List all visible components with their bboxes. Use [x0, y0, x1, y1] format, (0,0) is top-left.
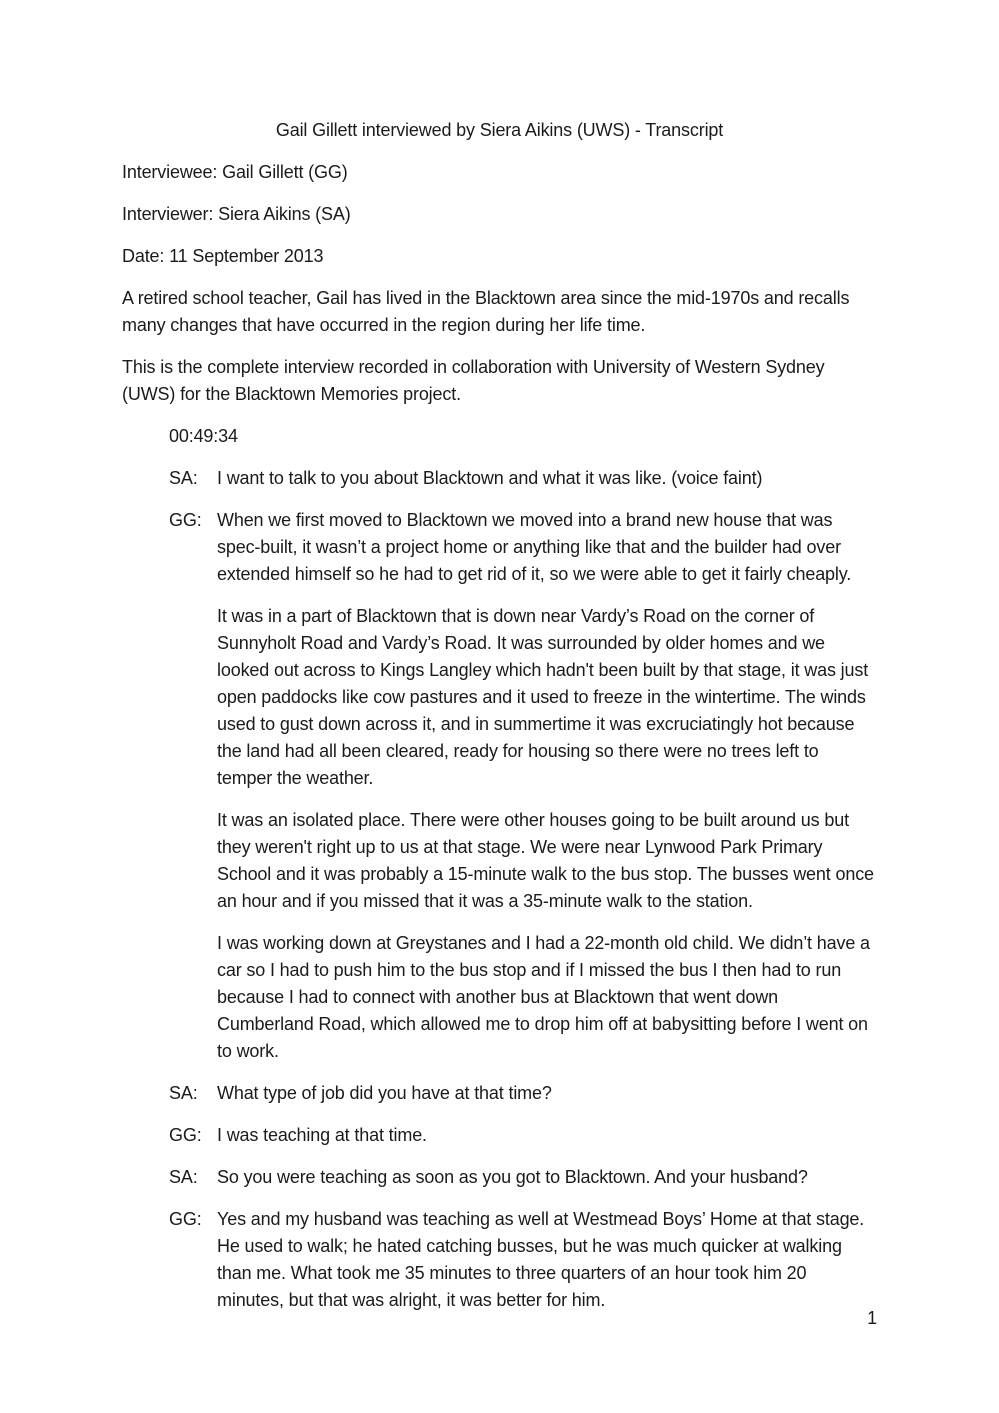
- speaker-label: [122, 807, 217, 915]
- dialogue-paragraph: It was an isolated place. There were other houses going to be built around us but they weren't right up to us at that stage. We were near Lynwood Park Primary School and it was probably a 15-minute walk to the bus stop. The busses went once an hour and if you missed that it was a 35-minute walk to the station.: [217, 810, 874, 911]
- dialogue-row: [122, 465, 877, 492]
- dialogue-paragraph: When we first moved to Blacktown we moved into a brand new house that was spec-built, it wasn’t a project home or anything like that and the builder had over extended himself so he had to get rid of it, so we were able to get it fairly cheaply.: [217, 510, 852, 584]
- dialogue-paragraph: Yes and my husband was teaching as well at Westmead Boys’ Home at that stage. He used to walk; he hated catching busses, but he was much quicker at walking than me. What took me 35 minutes to three quarters of an hour took him 20 minutes, but that was alright, it was better for him.: [217, 1209, 865, 1310]
- meta-line: Interviewer: Siera Aikins (SA): [122, 204, 351, 224]
- dialogue-row: [122, 930, 877, 1065]
- speaker-label: GG:: [169, 1209, 202, 1229]
- page-number: 1: [867, 1308, 877, 1328]
- speaker-label: SA:: [169, 468, 198, 488]
- speaker-label: SA:: [169, 1083, 198, 1103]
- dialogue-row: [122, 807, 877, 915]
- speaker-label: [122, 930, 217, 1065]
- dialogue-row: [122, 1080, 877, 1107]
- speaker-label: GG:: [169, 510, 202, 530]
- speaker-label: [122, 603, 217, 792]
- dialogue-paragraph: I was teaching at that time.: [217, 1125, 427, 1145]
- dialogue-row: [122, 603, 877, 792]
- dialogue-section: [122, 465, 877, 1314]
- meta-line: Interviewee: Gail Gillett (GG): [122, 162, 348, 182]
- meta-line: Date: 11 September 2013: [122, 246, 324, 266]
- speaker-label: GG:: [169, 1125, 202, 1145]
- dialogue-row: [122, 1164, 877, 1191]
- timecode: 00:49:34: [169, 426, 238, 446]
- intro-paragraph: A retired school teacher, Gail has lived in the Blacktown area since the mid-1970s and recalls many changes that have occurred in the region during her life time.: [122, 288, 850, 335]
- dialogue-paragraph: It was in a part of Blacktown that is down near Vardy’s Road on the corner of Sunnyholt Road and Vardy’s Road. It was surrounded by older homes and we looked out across to Kings Langley which hadn't been built by that stage, it was just open paddocks like cow pastures and it used to freeze in the wintertime. The winds used to gust down across it, and in summertime it was excruciatingly hot because the land had all been cleared, ready for housing so there were no trees left to temper the weather.: [217, 606, 869, 788]
- intro-paragraph: This is the complete interview recorded in collaboration with University of Western Sydney (UWS) for the Blacktown Memories project.: [122, 357, 825, 404]
- dialogue-paragraph: What type of job did you have at that time?: [217, 1083, 552, 1103]
- intro-section: [122, 285, 877, 408]
- dialogue-paragraph: I want to talk to you about Blacktown and what it was like. (voice faint): [217, 468, 763, 488]
- dialogue-row: [122, 507, 877, 588]
- page-title: Gail Gillett interviewed by Siera Aikins (UWS) - Transcript: [275, 120, 724, 140]
- meta-section: [122, 159, 877, 270]
- dialogue-paragraph: I was working down at Greystanes and I had a 22-month old child. We didn’t have a car so I had to push him to the bus stop and if I missed the bus I then had to run because I had to connect with another bus at Blacktown that went down Cumberland Road, which allowed me to drop him off at babysitting before I went on to work.: [217, 933, 870, 1061]
- dialogue-row: [122, 1122, 877, 1149]
- speaker-label: SA:: [169, 1167, 198, 1187]
- dialogue-paragraph: So you were teaching as soon as you got to Blacktown. And your husband?: [217, 1167, 808, 1187]
- dialogue-row: [122, 1206, 877, 1314]
